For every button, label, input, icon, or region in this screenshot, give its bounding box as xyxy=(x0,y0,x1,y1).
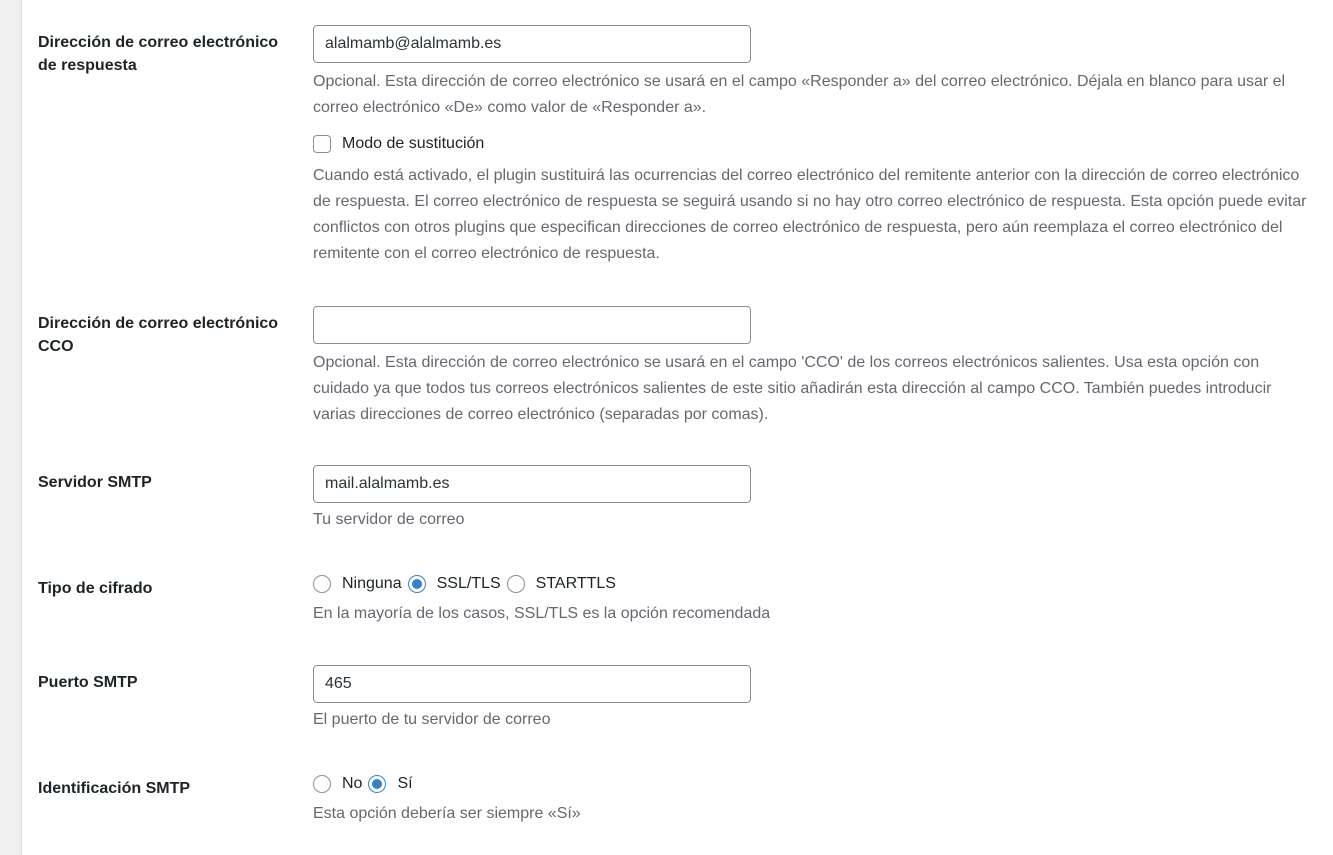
smtp-auth-option-yes[interactable] xyxy=(368,775,412,793)
smtp-auth-options xyxy=(313,771,1313,797)
smtp-port-field xyxy=(313,665,1313,733)
substitution-mode-checkbox[interactable] xyxy=(313,135,331,153)
reply-to-field xyxy=(313,25,1313,267)
bcc-label: Dirección de correo electrónico CCO xyxy=(38,315,279,355)
reply-to-input[interactable] xyxy=(313,25,751,63)
reply-to-description: Opcional. Esta dirección de correo electrónico se usará en el campo «Responder a» del correo electrónico. Déjala en blanco para usar el correo electrónico «De» como valor de «Responder a». xyxy=(313,73,1286,116)
reply-to-label: Dirección de correo electrónico de respuesta xyxy=(38,34,279,74)
bcc-description: Opcional. Esta dirección de correo electrónico se usará en el campo 'CCO' de los correos electrónicos salientes. Usa esta opción con cuidado ya que todos tus correos electrónicos salientes de este sitio añadirán esta dirección al campo CCO. También puedes introducir varias direcciones de correo electrónico (separadas por comas). xyxy=(313,354,1272,423)
encryption-description: En la mayoría de los casos, SSL/TLS es la opción recomendada xyxy=(313,605,771,622)
encryption-option-starttls[interactable] xyxy=(507,575,616,593)
admin-sidebar-edge xyxy=(0,0,20,855)
substitution-mode-description: Cuando está activado, el plugin sustituirá las ocurrencias del correo electrónico del remitente anterior con la dirección de correo electrónico de respuesta. El correo electrónico de respuesta se seguirá usando si no hay otro correo electrónico de respuesta. Esta opción puede evitar conflictos con otros plugins que especifican direcciones de correo electrónico de respuesta, pero aún reemplaza el correo electrónico del remitente con el correo electrónico de respuesta. xyxy=(313,167,1307,262)
smtp-auth-yes-radio[interactable] xyxy=(368,775,386,793)
bcc-input[interactable] xyxy=(313,306,751,344)
smtp-auth-label: Identificación SMTP xyxy=(38,780,191,797)
smtp-port-description: El puerto de tu servidor de correo xyxy=(313,711,551,728)
smtp-port-input[interactable] xyxy=(313,665,751,703)
substitution-mode-option[interactable] xyxy=(313,131,1313,157)
encryption-option-none[interactable] xyxy=(313,575,402,593)
smtp-server-field xyxy=(313,465,1313,533)
smtp-auth-no-radio[interactable] xyxy=(313,775,331,793)
encryption-option-ssl-tls[interactable] xyxy=(408,575,501,593)
encryption-field xyxy=(313,571,1313,627)
smtp-port-label: Puerto SMTP xyxy=(38,674,138,691)
smtp-auth-option-no[interactable] xyxy=(313,775,362,793)
encryption-options xyxy=(313,571,1313,597)
encryption-label: Tipo de cifrado xyxy=(38,580,153,597)
encryption-ssl-tls-radio[interactable] xyxy=(408,575,426,593)
encryption-starttls-radio[interactable] xyxy=(507,575,525,593)
smtp-server-description: Tu servidor de correo xyxy=(313,511,465,528)
encryption-starttls-label: STARTTLS xyxy=(535,575,616,592)
encryption-ssl-tls-label: SSL/TLS xyxy=(436,575,501,592)
encryption-none-radio[interactable] xyxy=(313,575,331,593)
smtp-server-input[interactable] xyxy=(313,465,751,503)
smtp-auth-field xyxy=(313,771,1313,827)
bcc-field xyxy=(313,306,1313,428)
substitution-mode-label: Modo de sustitución xyxy=(342,135,485,152)
encryption-none-label: Ninguna xyxy=(342,575,402,592)
smtp-auth-no-label: No xyxy=(342,775,363,792)
smtp-auth-description: Esta opción debería ser siempre «Sí» xyxy=(313,805,581,822)
smtp-auth-yes-label: Sí xyxy=(397,775,413,792)
smtp-server-label: Servidor SMTP xyxy=(38,474,152,491)
settings-form xyxy=(21,0,1333,855)
